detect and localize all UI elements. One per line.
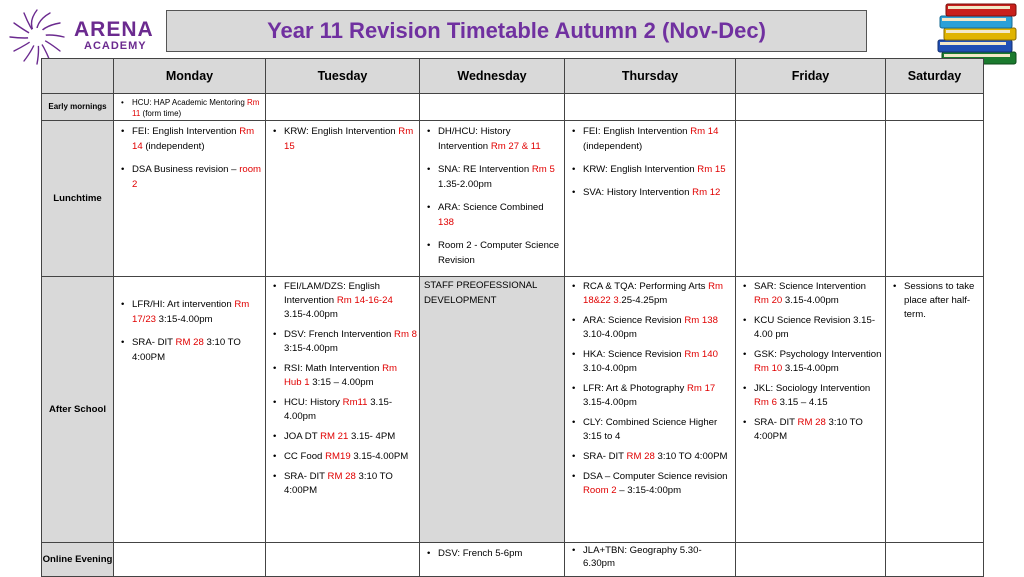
list-item: • FEI/LAM/DZS: English Intervention Rm 14-16-24 3.15-4.00pm	[272, 280, 417, 322]
cell-online-monday	[114, 543, 266, 577]
cell-after-wednesday	[420, 277, 565, 543]
list-item: • LFR/HI: Art intervention Rm 17/23 3:15-4.00pm	[120, 297, 263, 327]
list-item: • JKL: Sociology Intervention Rm 6 3.15 – 4.15	[742, 382, 883, 410]
cell-after-tuesday	[266, 277, 420, 543]
list-item: • SAR: Science Intervention Rm 20 3.15-4.00pm	[742, 280, 883, 308]
cell-online-saturday	[886, 543, 984, 577]
list-item: • FEI: English Intervention Rm 14 (independent)	[571, 124, 733, 154]
list-item: • DSV: French 5-6pm	[426, 546, 562, 561]
list-item: • SRA- DIT RM 28 3:10 TO 4:00PM	[742, 416, 883, 444]
day-header-saturday: Saturday	[886, 59, 984, 94]
day-header-friday: Friday	[736, 59, 886, 94]
list-item: • SRA- DIT RM 28 3:10 TO 4:00PM	[272, 470, 417, 498]
list-item: • GSK: Psychology Intervention Rm 10 3.15-4.00pm	[742, 348, 883, 376]
corner-cell	[42, 59, 114, 94]
list-item: • JLA+TBN: Geography 5.30-6.30pm	[571, 544, 733, 570]
list-item: • Sessions to take place after half-term.	[892, 280, 981, 322]
list-item: • SVA: History Intervention Rm 12	[571, 185, 733, 200]
list-item: • HCU: History Rm11 3.15-4.00pm	[272, 396, 417, 424]
list-item: • HCU: HAP Academic Mentoring Rm 11 (form time)	[120, 97, 263, 119]
day-header-monday: Monday	[114, 59, 266, 94]
row-header-online-evening: Online Evening	[42, 543, 114, 577]
cell-online-tuesday	[266, 543, 420, 577]
list-item: • DSA – Computer Science revision Room 2 – 3:15-4:00pm	[571, 470, 733, 498]
day-header-thursday: Thursday	[565, 59, 736, 94]
cell-online-friday	[736, 543, 886, 577]
list-item: • ARA: Science Combined 138	[426, 200, 562, 230]
cell-lunch-saturday	[886, 121, 984, 277]
row-header-after-school: After School	[42, 277, 114, 543]
cell-lunch-tuesday	[266, 121, 420, 277]
list-item: • KRW: English Intervention Rm 15	[272, 124, 417, 154]
list-item: • RSI: Math Intervention Rm Hub 1 3:15 – 4.00pm	[272, 362, 417, 390]
cell-lunch-friday	[736, 121, 886, 277]
academy-logo	[6, 6, 156, 64]
row-header-early-mornings: Early mornings	[42, 94, 114, 121]
row-header-lunchtime: Lunchtime	[42, 121, 114, 277]
day-header-tuesday: Tuesday	[266, 59, 420, 94]
cell-online-wednesday	[420, 543, 565, 577]
list-item: • CC Food RM19 3.15-4.00PM	[272, 450, 417, 464]
page-title: Year 11 Revision Timetable Autumn 2 (Nov-Dec)	[166, 10, 867, 52]
list-item: • KRW: English Intervention Rm 15	[571, 162, 733, 177]
cell-early-monday	[114, 94, 266, 121]
cell-early-saturday	[886, 94, 984, 121]
cell-lunch-thursday	[565, 121, 736, 277]
list-item: • Room 2 - Computer Science Revision	[426, 238, 562, 268]
list-item: • LFR: Art & Photography Rm 17 3.15-4.00pm	[571, 382, 733, 410]
cell-early-friday	[736, 94, 886, 121]
list-item: • DH/HCU: History Intervention Rm 27 & 11	[426, 124, 562, 154]
cell-early-wednesday	[420, 94, 565, 121]
cell-early-tuesday	[266, 94, 420, 121]
logo-name: ARENA	[74, 18, 154, 41]
timetable	[41, 58, 984, 577]
cell-after-saturday	[886, 277, 984, 543]
list-item: • DSA Business revision – room 2	[120, 162, 263, 192]
list-item: • CLY: Combined Science Higher 3:15 to 4	[571, 416, 733, 444]
list-item: • DSV: French Intervention Rm 8 3:15-4.00pm	[272, 328, 417, 356]
cell-after-thursday	[565, 277, 736, 543]
cell-online-thursday	[565, 543, 736, 577]
list-item: • HKA: Science Revision Rm 140 3.10-4.00pm	[571, 348, 733, 376]
list-item: • JOA DT RM 21 3.15- 4PM	[272, 430, 417, 444]
list-item: • ARA: Science Revision Rm 138 3.10-4.00pm	[571, 314, 733, 342]
cell-after-friday	[736, 277, 886, 543]
cell-lunch-monday	[114, 121, 266, 277]
list-item: • KCU Science Revision 3.15-4.00 pm	[742, 314, 883, 342]
list-item: • SRA- DIT RM 28 3:10 TO 4:00PM	[571, 450, 733, 464]
cell-early-thursday	[565, 94, 736, 121]
list-item: • RCA & TQA: Performing Arts Rm 18&22 3.25-4.25pm	[571, 280, 733, 308]
list-item: • FEI: English Intervention Rm 14 (independent)	[120, 124, 263, 154]
cell-after-monday	[114, 277, 266, 543]
day-header-wednesday: Wednesday	[420, 59, 565, 94]
staff-development-note: STAFF PREOFESSIONAL DEVELOPMENT	[424, 280, 538, 306]
list-item: • SNA: RE Intervention Rm 5 1.35-2.00pm	[426, 162, 562, 192]
cell-lunch-wednesday	[420, 121, 565, 277]
list-item: • SRA- DIT RM 28 3:10 TO 4:00PM	[120, 335, 263, 365]
logo-subtitle: ACADEMY	[84, 40, 147, 52]
